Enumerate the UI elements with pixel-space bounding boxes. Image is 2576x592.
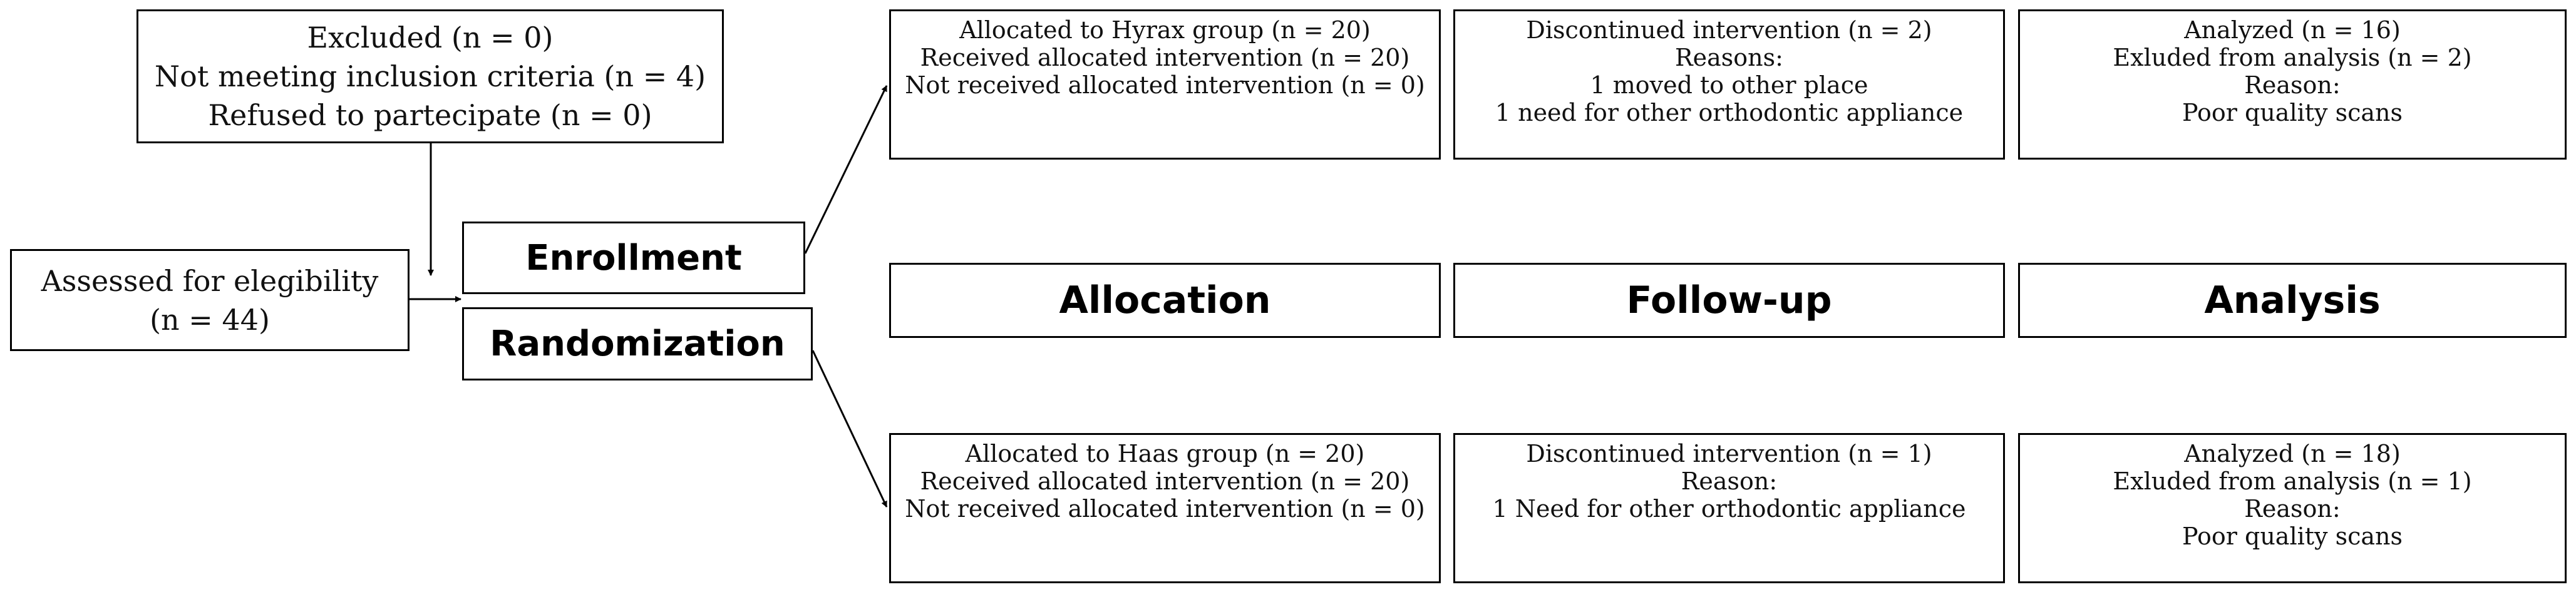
refused-to-participate: Refused to partecipate (n = 0) [208,98,652,132]
hyrax-excluded: Exluded from analysis (n = 2) [2113,44,2472,71]
enrollment-label: Enrollment [525,237,742,278]
hyrax-analyzed: Analyzed (n = 16) [2184,16,2401,44]
haas-discontinued: Discontinued intervention (n = 1) [1526,440,1932,467]
randomization-label: Randomization [490,324,785,364]
haas-allocated: Allocated to Haas group (n = 20) [965,440,1365,467]
haas-reason-label-2: Reason: [2244,495,2341,523]
assessed-count: (n = 44) [150,302,270,337]
assessed-label: Assessed for elegibility [41,263,379,298]
hyrax-discontinued: Discontinued intervention (n = 2) [1526,16,1932,44]
allocation-stage-label: Allocation [1059,278,1271,322]
excluded-count: Excluded (n = 0) [307,21,554,54]
hyrax-reason-1: 1 moved to other place [1590,71,1868,99]
haas-received: Received allocated intervention (n = 20) [920,467,1410,495]
haas-excluded: Exluded from analysis (n = 1) [2113,467,2472,495]
haas-reason-1: 1 Need for other orthodontic appliance [1492,495,1966,523]
hyrax-reason-detail: Poor quality scans [2182,99,2403,126]
haas-reason-label: Reason: [1681,467,1778,495]
hyrax-received: Received allocated intervention (n = 20) [920,44,1410,71]
hyrax-allocated: Allocated to Hyrax group (n = 20) [959,16,1371,44]
haas-analyzed: Analyzed (n = 18) [2184,440,2401,467]
hyrax-reasons-label: Reasons: [1675,44,1783,71]
enrollment-to-hyrax-arrow [805,86,887,253]
haas-not-received: Not received allocated intervention (n = 0) [905,495,1425,523]
randomization-to-haas-arrow [813,350,887,507]
not-meeting-criteria: Not meeting inclusion criteria (n = 4) [154,59,706,93]
hyrax-not-received: Not received allocated intervention (n = 0) [905,71,1425,99]
hyrax-reason-label: Reason: [2244,71,2341,99]
analysis-stage-label: Analysis [2204,278,2381,322]
haas-reason-detail: Poor quality scans [2182,523,2403,550]
hyrax-reason-2: 1 need for other orthodontic appliance [1495,99,1964,126]
followup-stage-label: Follow-up [1626,278,1832,322]
